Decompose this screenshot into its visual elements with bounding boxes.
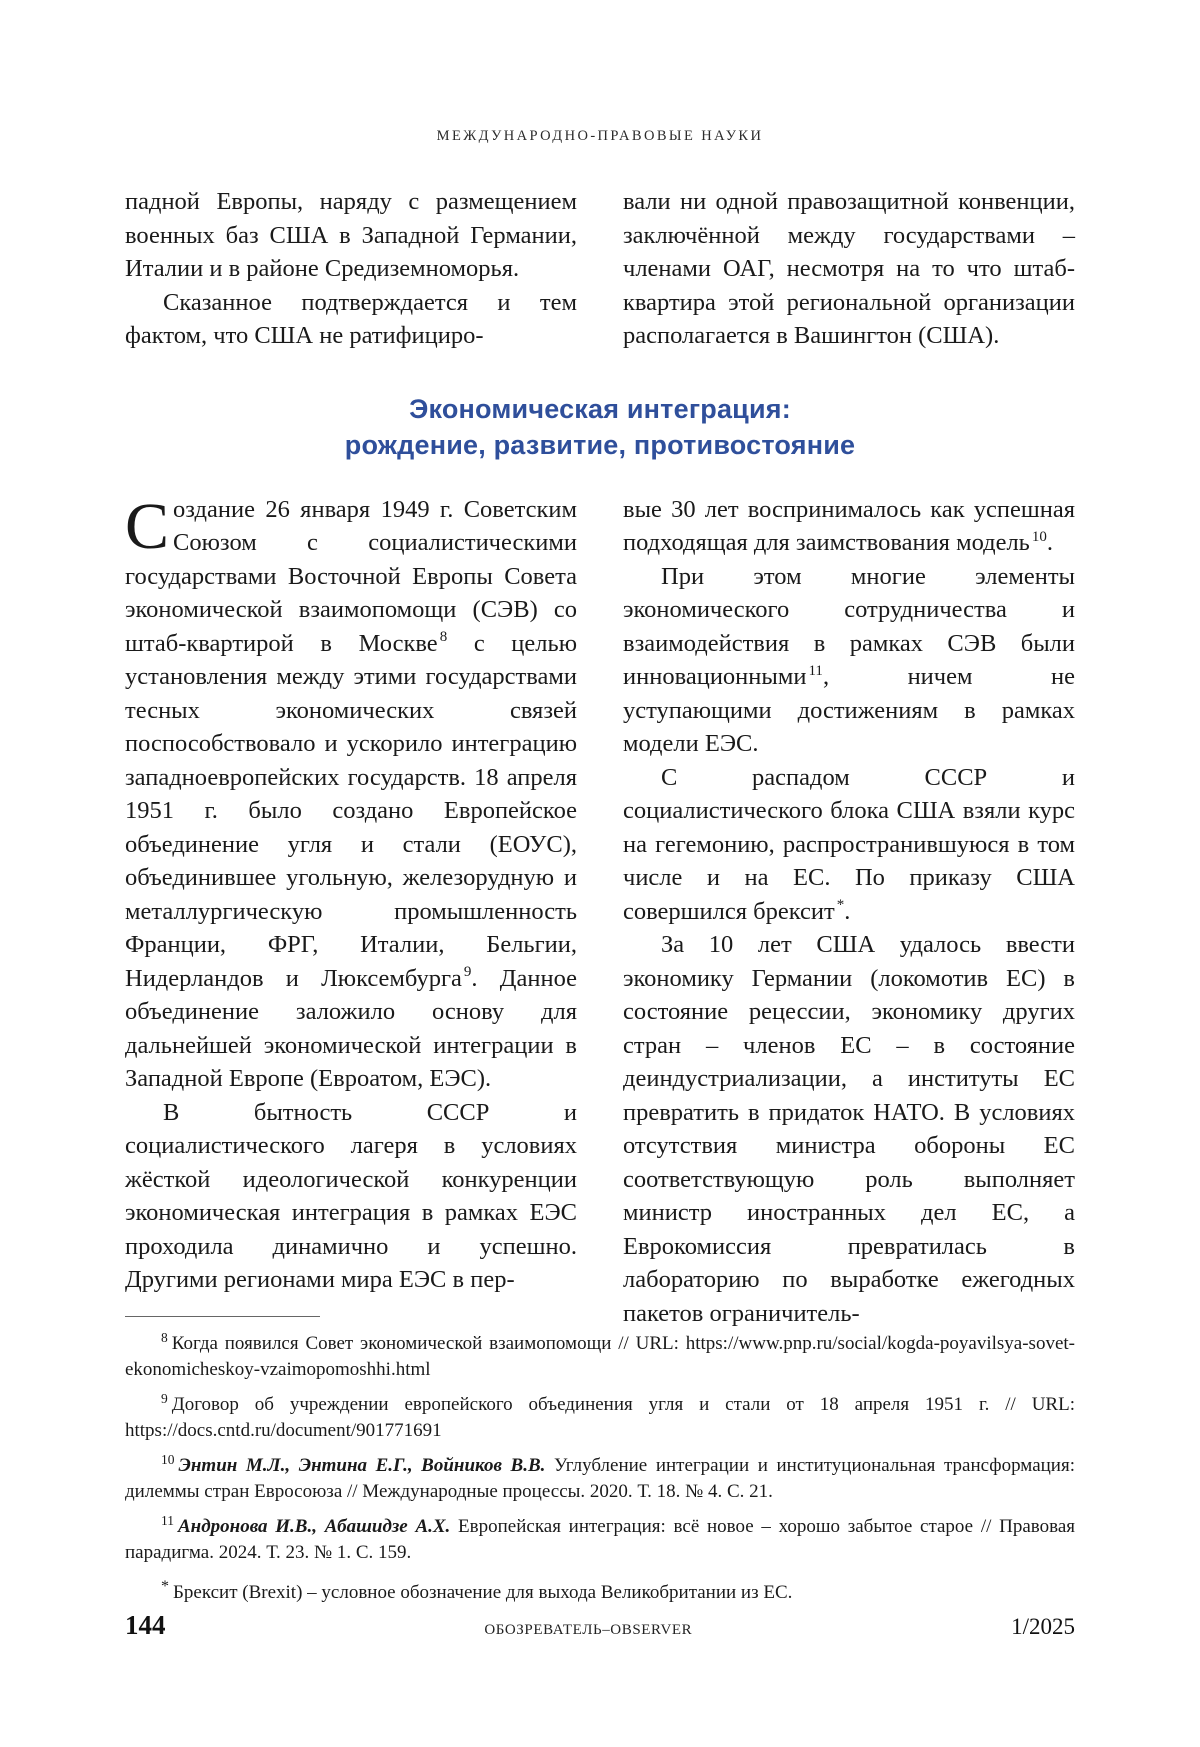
- page-number: 144: [125, 1610, 166, 1640]
- footnote-marker: 9: [161, 1390, 168, 1406]
- footnote-ref[interactable]: *: [836, 897, 845, 914]
- footnote-item: [125, 1392, 1075, 1444]
- footnote-ref[interactable]: 8: [439, 629, 448, 646]
- paragraph: падной Европы, наряду с размещением военных баз США в Западной Германии, Италии и в районе Средиземноморья.: [125, 188, 577, 282]
- section-title: [125, 391, 1075, 463]
- footnote-text: Брексит (Brexit) – условное обозначение для выхода Великобритании из ЕС.: [173, 1582, 793, 1603]
- paragraph-text: .: [844, 897, 851, 925]
- footnote-authors: Андронова И.В., Абашидзе А.Х.: [178, 1516, 451, 1537]
- issue-number: 1/2025: [1011, 1614, 1075, 1639]
- page-footer: [125, 1610, 1075, 1641]
- paragraph: [623, 493, 1075, 560]
- drop-cap: С: [125, 489, 170, 563]
- footnote-item: [125, 1577, 1075, 1606]
- paragraph-text: .: [1046, 529, 1053, 556]
- main-right-column: [623, 493, 1075, 1331]
- footnote-ref[interactable]: 10: [1031, 528, 1047, 545]
- paragraph: За 10 лет США удалось ввести экономику Германии (локомотив ЕС) в состояние рецессии, экономику других стран – членов ЕС – в состояние деиндустриализации, а институты ЕС превратить в придаток НАТО. В условиях отсутствия министра обороны ЕС соответствующую роль выполняет министр иностранных дел ЕС, а Еврокомиссия превратилась в лабораторию по выработке ежегодных пакетов ограничитель-: [623, 931, 1075, 1327]
- footnote-item: [125, 1453, 1075, 1505]
- paragraph-text: вые 30 лет воспринималось как успешная подходящая для заимствования модель: [623, 495, 1075, 556]
- footnote-ref[interactable]: 11: [808, 662, 823, 679]
- footnote-text: Когда появился Совет экономической взаимопомощи // URL: https://www.pnp.ru/social/kogda-poyavilsya-sovet-ekonomicheskoy-vzaimopomoshhi.html: [125, 1333, 1075, 1380]
- paragraph-text: , ничем не уступающими достижениям в рамках модели ЕЭС.: [623, 663, 1075, 757]
- top-left-column: [125, 185, 577, 353]
- section-title-line-2: рождение, развитие, противостояние: [344, 429, 856, 460]
- top-columns: [125, 185, 1075, 353]
- paragraph-text: . Данное объединение заложило основу для дальнейшей экономической интеграции в Западной Европе (Евроатом, ЕЭС).: [125, 964, 577, 1092]
- paragraph-text: При этом многие элементы экономического сотрудничества и взаимодействия в рамках СЭВ были инновационными: [623, 562, 1075, 690]
- footnote-authors: Энтин М.Л., Энтина Е.Г., Войников В.В.: [178, 1455, 546, 1476]
- footnote-text: Европейская интеграция: всё новое – хорошо забытое старое // Правовая парадигма. 2024. Т. 23. № 1. С. 159.: [125, 1516, 1075, 1563]
- footnote-marker: 10: [161, 1451, 175, 1467]
- running-head: МЕЖДУНАРОДНО-ПРАВОВЫЕ НАУКИ: [436, 128, 764, 144]
- paragraph: Сказанное подтверждается и тем фактом, что США не ратифициро-: [125, 288, 577, 349]
- footnote-item: [125, 1331, 1075, 1383]
- section-title-line-1: Экономическая интеграция:: [409, 393, 791, 424]
- paragraph-text: оздание 26 января 1949 г. Советским Союзом с социалистическими государствами Восточной Европы Совета экономической взаимопомощи (СЭВ) со штаб-квартирой в Москве: [125, 495, 577, 657]
- footnote-marker: 11: [161, 1512, 174, 1528]
- footnote-marker: *: [161, 1577, 169, 1595]
- paragraph: вали ни одной правозащитной конвенции, заключённой между государствами – членами ОАГ, несмотря на то что штаб-квартира этой региональной организации располагается в Вашингтон (США).: [623, 188, 1075, 349]
- footnote-ref[interactable]: 9: [463, 964, 472, 981]
- footnote-text: Углубление интеграции и институциональная трансформация: дилеммы стран Евросоюза // Международные процессы. 2020. Т. 18. № 4. С. 21.: [125, 1455, 1075, 1502]
- footnote-separator: [125, 1316, 320, 1317]
- main-left-column: [125, 489, 577, 1331]
- main-columns: [125, 489, 1075, 1331]
- footnotes: [125, 1316, 1075, 1615]
- page-content: [125, 185, 1075, 1330]
- paragraph-text: С распадом СССР и социалистического блока США взяли курс на гегемонию, распространившуюся в том числе и на ЕС. По приказу США совершился брексит: [623, 763, 1075, 925]
- paragraph: В бытность СССР и социалистического лагеря в условиях жёсткой идеологической конкуренции экономическая интеграция в рамках ЕЭС проходила динамично и успешно. Другими регионами мира ЕЭС в пер-: [125, 1098, 577, 1293]
- paragraph: [623, 560, 1075, 761]
- footnote-text: Договор об учреждении европейского объединения угля и стали от 18 апреля 1951 г. // URL: https://docs.cntd.ru/document/901771691: [125, 1394, 1075, 1441]
- top-right-column: [623, 185, 1075, 353]
- footnote-marker: 8: [161, 1329, 168, 1345]
- journal-name: ОБОЗРЕВАТЕЛЬ–OBSERVER: [484, 1622, 693, 1638]
- paragraph: [125, 489, 577, 1096]
- paragraph-text: с целью установления между этими государствами тесных экономических связей поспособствовало и ускорило интеграцию западноевропейских государств. 18 апреля 1951 г. было создано Европейское объединение угля и стали (ЕОУС), объединившее угольную, железорудную и металлургическую промышленность Франции, ФРГ, Италии, Бельгии, Нидерландов и Люксембурга: [125, 629, 577, 992]
- footnote-item: [125, 1514, 1075, 1566]
- paragraph: [623, 761, 1075, 929]
